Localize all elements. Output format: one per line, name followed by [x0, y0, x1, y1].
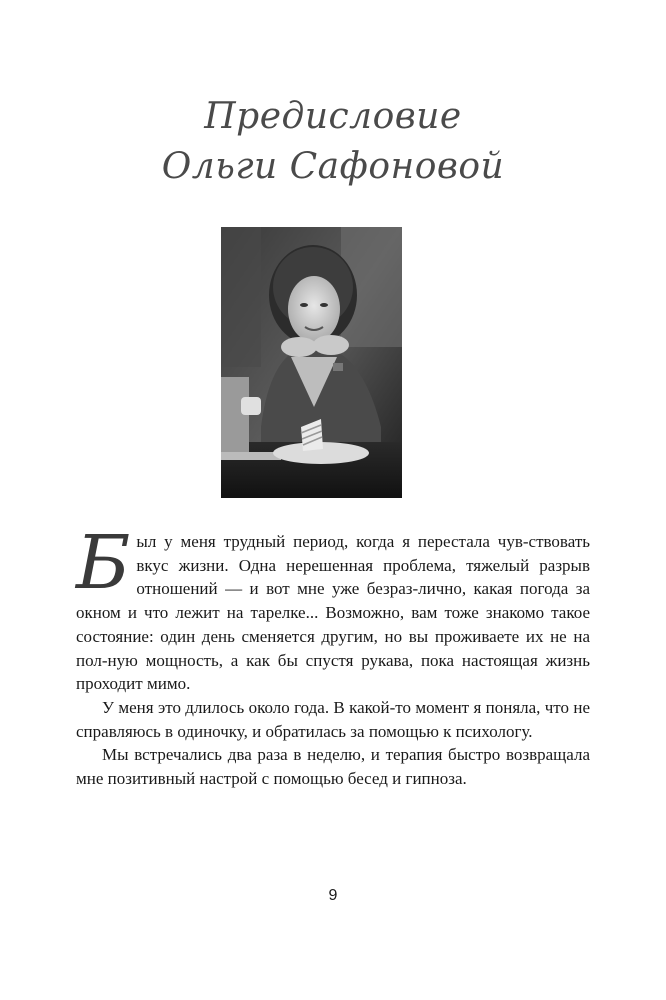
- author-photo: [221, 227, 402, 498]
- drop-cap: Б: [76, 520, 131, 606]
- body-text: [76, 520, 590, 791]
- paragraph-2: У меня это длилось около года. В какой-то момент я поняла, что не справляюсь в одиночку, и обратилась за помощью к психологу.: [76, 697, 590, 741]
- paragraph-1: [76, 520, 590, 696]
- paragraph-3: Мы встречались два раза в неделю, и терапия быстро возвращала мне позитивный настрой с помощью бесед и гипноза.: [76, 745, 590, 789]
- chapter-title-line-1: Предисловие: [204, 96, 462, 137]
- chapter-title-line-2: Ольги Сафоновой: [161, 146, 505, 187]
- portrait-photo-icon: [221, 227, 402, 498]
- paragraph-1-text: ыл у меня трудный период, когда я перестала чув-ствовать вкус жизни. Одна нерешенная проблема, тяжелый разрыв отношений — и вот мне уже безраз-лично, какая погода за окном и что лежит на тарелке... Возможно, вам тоже знакомо такое состояние: один день сменяется другим, но вы проживаете их не на пол-ную мощность, а как бы спустя рукава, пока настоящая жизнь проходит мимо.: [76, 532, 590, 694]
- page-number: 9: [328, 887, 338, 904]
- chapter-title: [0, 92, 666, 192]
